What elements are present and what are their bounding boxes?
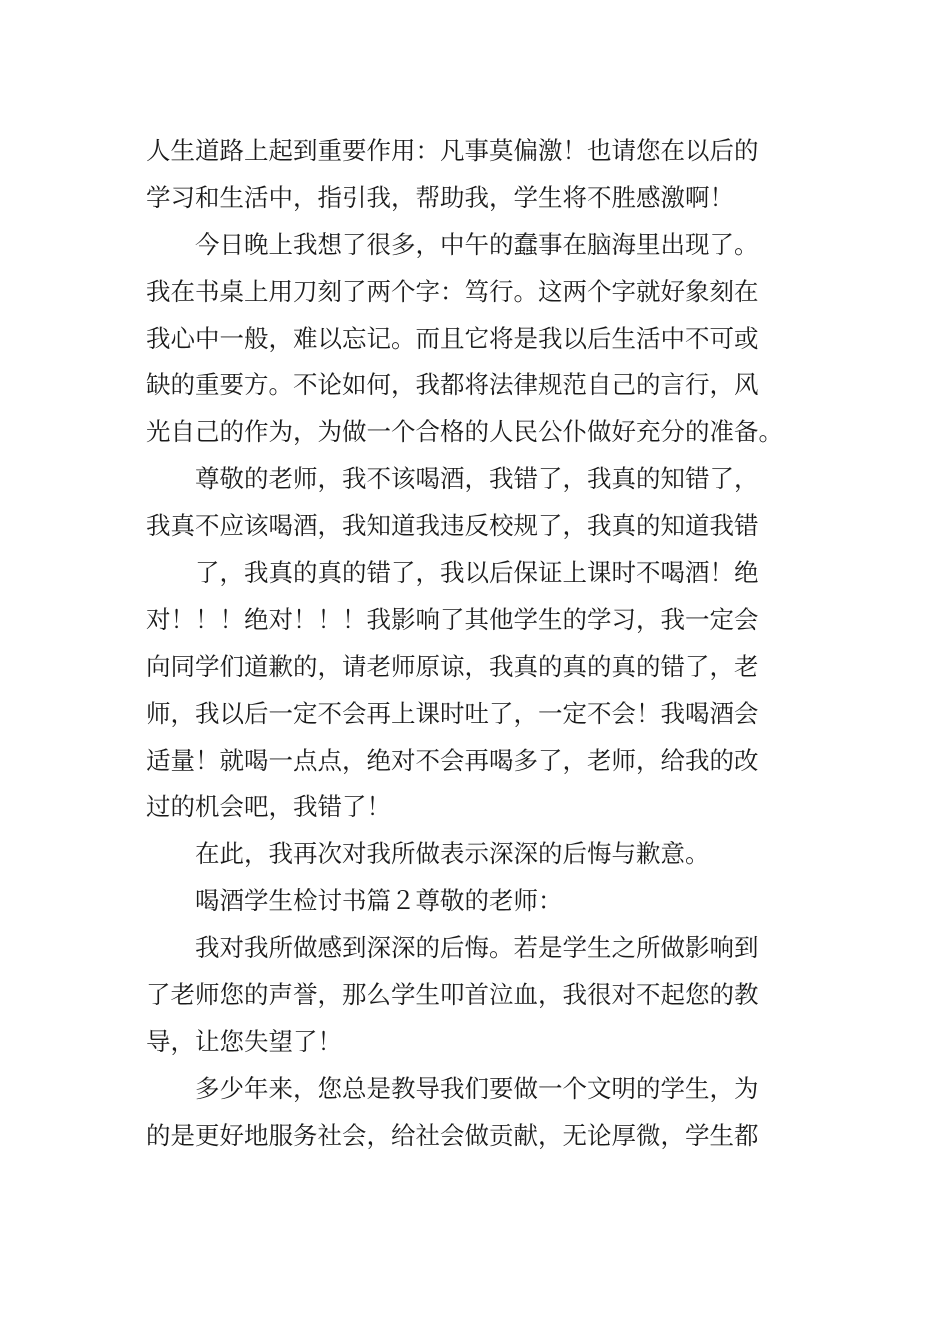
- text-line: 学习和生活中，指引我，帮助我，学生将不胜感激啊！: [146, 182, 734, 212]
- text-line: 光自己的作为，为做一个合格的人民公仆做好充分的准备。: [146, 417, 783, 447]
- text-line: 适量！就喝一点点，绝对不会再喝多了，老师，给我的改: [146, 745, 759, 775]
- text-line: 尊敬的老师，我不该喝酒，我错了，我真的知错了，: [195, 464, 759, 494]
- text-line: 多少年来，您总是教导我们要做一个文明的学生，为: [195, 1073, 759, 1103]
- document-body: [146, 128, 806, 1160]
- text-line: 师，我以后一定不会再上课时吐了，一定不会！我喝酒会: [146, 698, 759, 728]
- text-line: 的是更好地服务社会，给社会做贡献，无论厚微，学生都: [146, 1120, 759, 1150]
- text-line: 人生道路上起到重要作用：凡事莫偏激！也请您在以后的: [146, 136, 759, 165]
- text-line: 了，我真的真的错了，我以后保证上课时不喝酒！绝: [195, 558, 759, 588]
- text-line: 过的机会吧，我错了！: [146, 792, 391, 822]
- text-line: 导，让您失望了！: [146, 1026, 342, 1056]
- text-line: 向同学们道歉的，请老师原谅，我真的真的真的错了，老: [146, 651, 759, 681]
- text-line: 我对我所做感到深深的后悔。若是学生之所做影响到: [195, 933, 759, 963]
- text-line: 今日晚上我想了很多，中午的蠢事在脑海里出现了。: [195, 229, 759, 259]
- text-line: 了老师您的声誉，那么学生叩首泣血，我很对不起您的教: [146, 980, 759, 1010]
- text-line: 我心中一般，难以忘记。而且它将是我以后生活中不可或: [146, 323, 759, 353]
- text-line: 我真不应该喝酒，我知道我违反校规了，我真的知道我错: [146, 511, 759, 541]
- text-line: 缺的重要方。不论如何，我都将法律规范自己的言行，风: [146, 370, 759, 400]
- text-line: 我在书桌上用刀刻了两个字：笃行。这两个字就好象刻在: [146, 276, 759, 306]
- text-line: 对！！！绝对！！！我影响了其他学生的学习，我一定会: [146, 604, 759, 634]
- text-line: 在此，我再次对我所做表示深深的后悔与歉意。: [195, 839, 710, 869]
- text-line: 喝酒学生检讨书篇２尊敬的老师：: [195, 886, 563, 916]
